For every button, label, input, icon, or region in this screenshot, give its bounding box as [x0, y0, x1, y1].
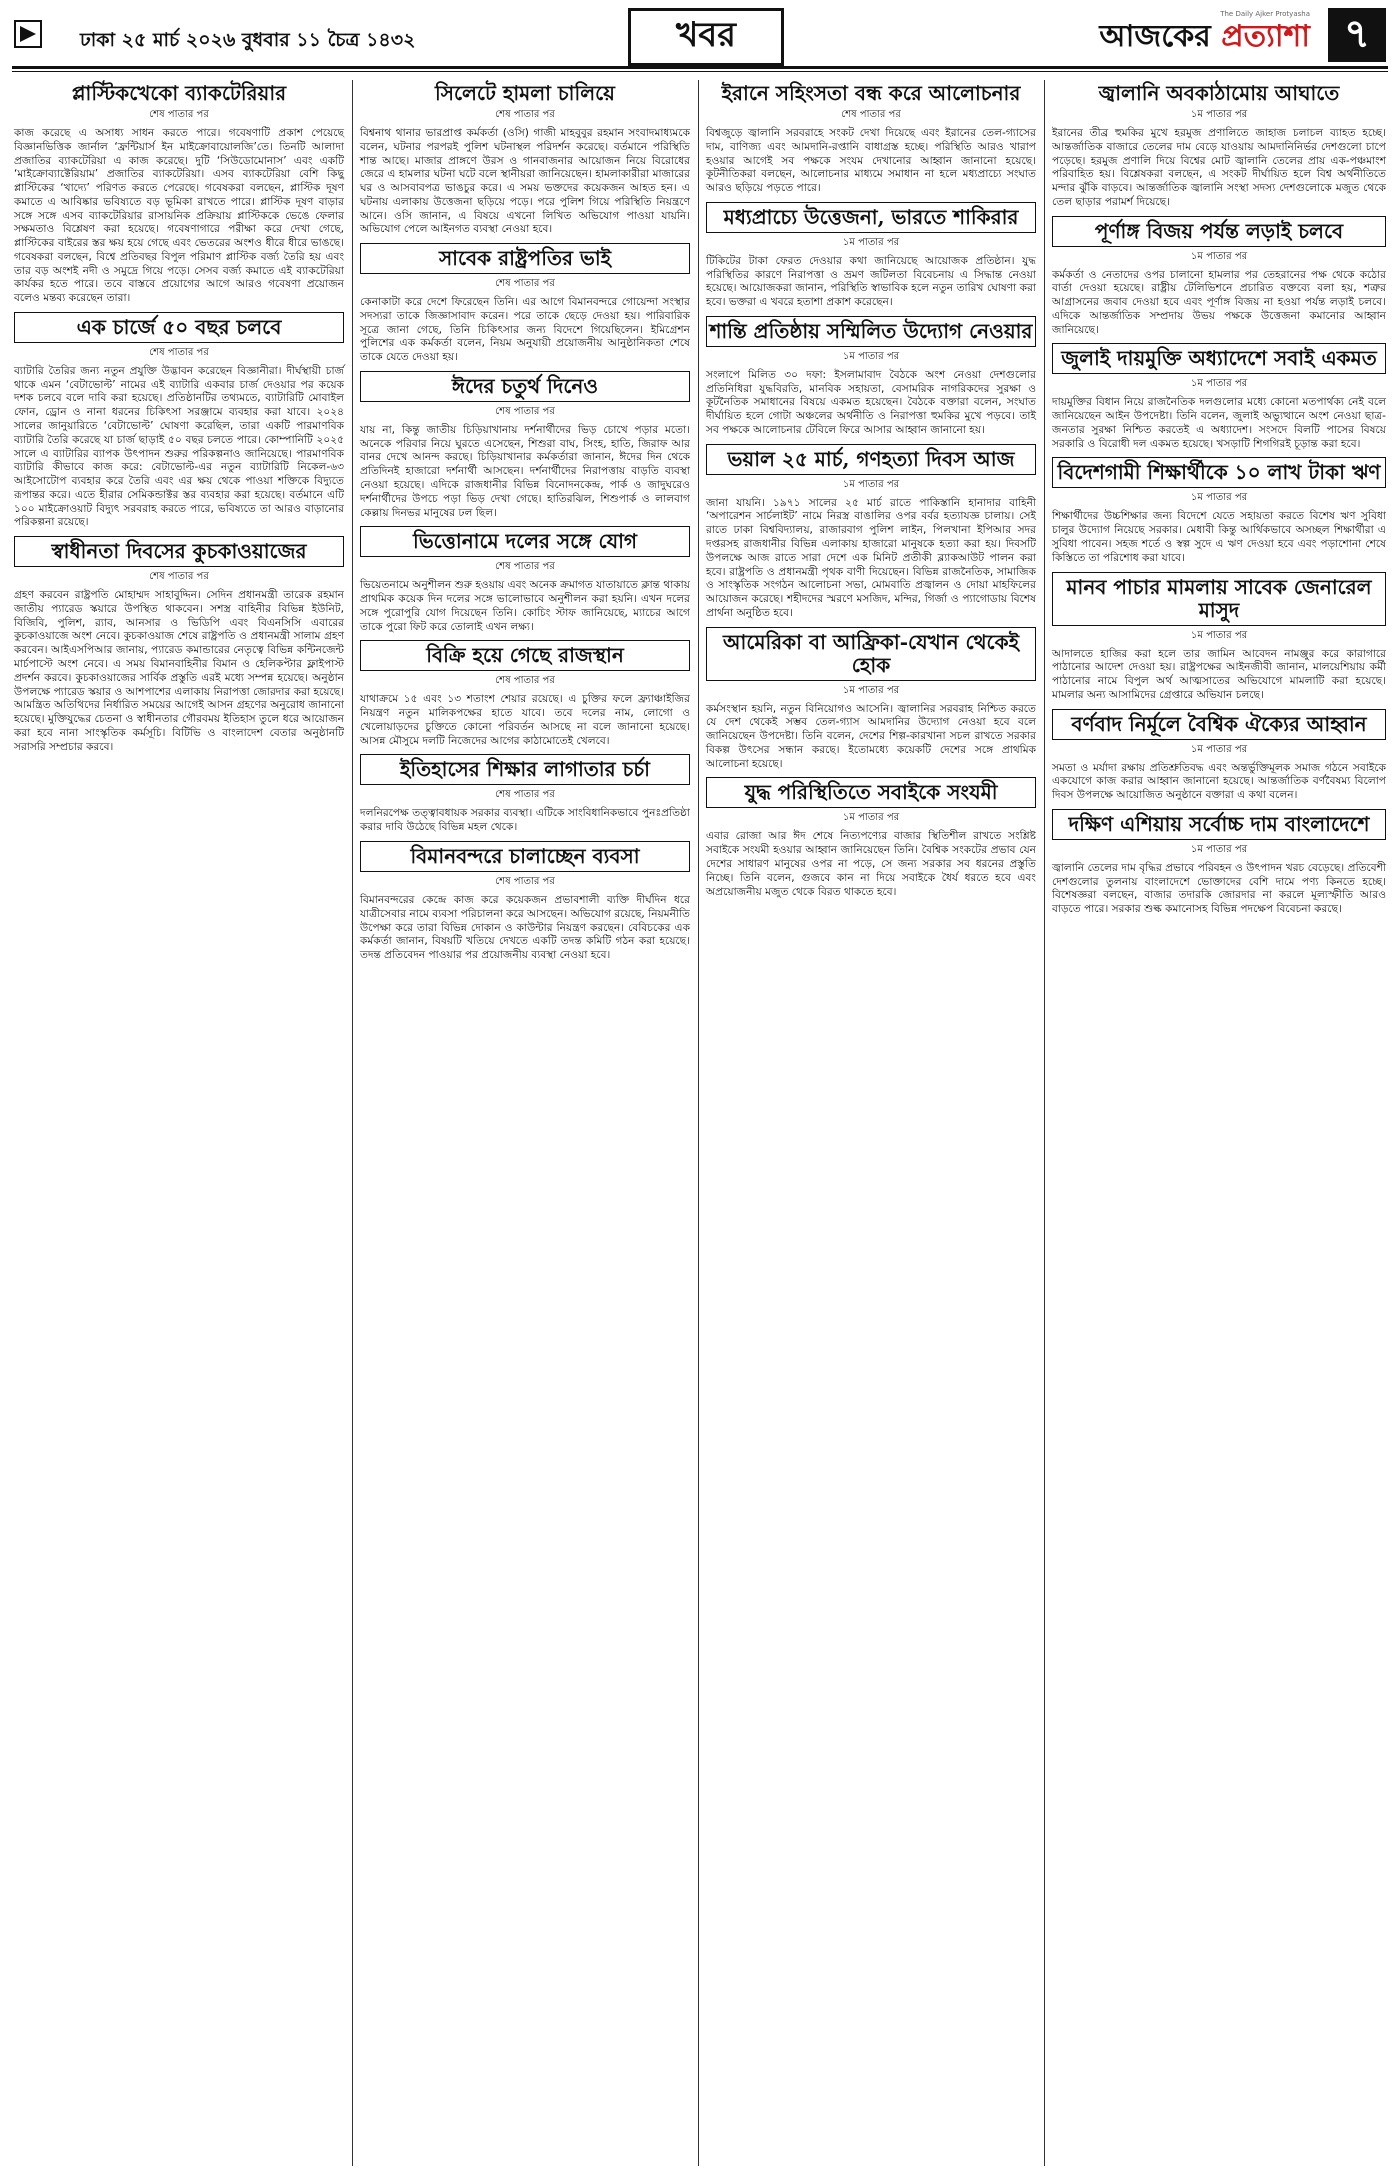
masthead-rule-thin: [12, 71, 1388, 72]
news-story: [14, 312, 344, 530]
story-headline[interactable]: স্বাধীনতা দিবসের কুচকাওয়াজের: [14, 536, 344, 567]
story-body: দলনিরপেক্ষ তত্ত্বাবধায়ক সরকার ব্যবস্থা। এটিকে সাংবিধানিকভাবে পুনঃপ্রতিষ্ঠা করার দাবি উঠেছে বিভিন্ন মহল থেকে।: [360, 807, 690, 834]
news-story: [1052, 809, 1386, 917]
column-4: [1052, 78, 1386, 923]
continuation-note: ১ম পাতার পর: [1190, 843, 1248, 855]
story-headline[interactable]: জুলাই দায়মুক্তি অধ্যাদেশে সবাই একমত: [1052, 343, 1386, 374]
news-story: [360, 640, 690, 748]
continuation-note: শেষ পাতার পর: [495, 278, 555, 290]
story-headline[interactable]: দক্ষিণ এশিয়ায় সর্বোচ্চ দাম বাংলাদেশে: [1052, 809, 1386, 840]
story-body: শিক্ষার্থীদের উচ্চশিক্ষার জন্য বিদেশে যেতে সহায়তা করতে বিশেষ ঋণ সুবিধা চালুর উদ্যোগ নিয়েছে সরকার। মেধাবী কিন্তু আর্থিকভাবে অসচ্ছল শিক্ষার্থীরা এ সুবিধা পাবেন। সহজ শর্তে ও স্বল্প সুদে এ ঋণ দেওয়া হবে এবং পড়াশোনা শেষে কিস্তিতে তা পরিশোধ করা যাবে।: [1052, 510, 1386, 564]
section-title: খবর: [676, 14, 736, 55]
page-number: ৭: [1328, 8, 1386, 62]
story-body: এবার রোজা আর ঈদ শেষে নিত্যপণ্যের বাজার স্থিতিশীল রাখতে সংশ্লিষ্ট সবাইকে সংযমী হওয়ার আহ্বান জানিয়েছেন তিনি। বৈশ্বিক সংকটের প্রভাব যেন দেশের সাধারণ মানুষের ওপর না পড়ে, সে জন্য সরকার সব ধরনের প্রস্তুতি নিচ্ছে। তিনি বলেন, গুজবে কান না দিয়ে সবাইকে ধৈর্য ধরতে হবে এবং অপ্রয়োজনীয় মজুত থেকে বিরত থাকতে হবে।: [706, 830, 1036, 898]
continuation-note: ১ম পাতার পর: [1190, 250, 1248, 262]
news-story: [1052, 216, 1386, 338]
story-headline[interactable]: এক চার্জে ৫০ বছর চলবে: [14, 312, 344, 343]
story-body: বিশ্বজুড়ে জ্বালানি সরবরাহে সংকট দেখা দিয়েছে এবং ইরানের তেল-গ্যাসের দাম, বাণিজ্য এবং আমদানি-রপ্তানি বাধাগ্রস্ত হচ্ছে। পরিস্থিতি আরও খারাপ হওয়ার আগেই সব পক্ষকে সংযম দেখানোর আহ্বান জানানো হয়েছে। কূটনীতিকরা বলছেন, আলোচনার মাধ্যমে সমাধান না হলে মধ্যপ্রাচ্যে সংঘাত আরও ছড়িয়ে পড়তে পারে।: [706, 127, 1036, 195]
story-body: কাজ করেছে এ অসাধ্য সাধন করতে পারে। গবেষণাটি প্রকাশ পেয়েছে বিজ্ঞানভিত্তিক জার্নাল ‘ফ্রন্টিয়ার্স ইন মাইক্রোবায়োলজি’তে। তিনটি আলাদা প্রজাতির ব্যাকটেরিয়া এ কাজ করেছে। দুটি ‘সিউডোমোনাস’ এবং একটি ‘মাইক্রোব্যাক্টেরিয়াম’ প্রজাতির ব্যাকটেরিয়া। এসব ব্যাকটেরিয়া বেশি কিছু প্লাস্টিকের ‘খাদ্যে’ পরিণত করতে পেরেছে। গবেষকরা বলছেন, প্লাস্টিক দূষণ কমাতে এ আবিষ্কার ভবিষ্যতে বড় ভূমিকা রাখতে পারে। প্লাস্টিক দূষণ বাড়ার সঙ্গে সঙ্গে এসব ব্যাকটেরিয়ার রাসায়নিক প্রক্রিয়ায় প্লাস্টিককে ভেঙে ফেলার সক্ষমতাও বিশ্লেষণ করা হয়েছে। গবেষণাগারে পরীক্ষা করে দেখা গেছে, প্লাস্টিকের বাইরের স্তর ক্ষয় হয়ে গেছে এবং ভেতরের অংশও ধীরে ধীরে ভাঙছে। গবেষকরা বলছেন, বিশ্বে প্রতিবছর বিপুল পরিমাণ প্লাস্টিক বর্জ্য তৈরি হয় এবং তার বড় অংশই নদী ও সমুদ্রে গিয়ে পড়ে। সেসব বর্জ্য কমাতে এই ব্যাকটেরিয়া কার্যকর হতে পারে। তবে বাস্তবে প্রয়োগের আগে আরও গবেষণা প্রয়োজন বলেও মন্তব্য করেছেন তারা।: [14, 127, 344, 305]
story-body: কেনাকাটা করে দেশে ফিরেছেন তিনি। এর আগে বিমানবন্দরে গোয়েন্দা সংস্থার সদস্যরা তাকে জিজ্ঞাসাবাদ করেন। পরে তাকে ছেড়ে দেওয়া হয়। পারিবারিক সূত্রে জানা গেছে, তিনি চিকিৎসার জন্য বিদেশে গিয়েছিলেন। ইমিগ্রেশন পুলিশের এক কর্মকর্তা বলেন, নিয়ম অনুযায়ী প্রয়োজনীয় আনুষ্ঠানিকতা শেষে তাকে যেতে দেওয়া হয়।: [360, 296, 690, 364]
story-body: যাথাক্রমে ১৫ এবং ১৩ শতাংশ শেয়ার রয়েছে। এ চুক্তির ফলে ফ্র্যাঞ্চাইজির নিয়ন্ত্রণ নতুন মালিকপক্ষের হাতে যাবে। তবে দলের নাম, লোগো ও খেলোয়াড়দের চুক্তিতে কোনো পরিবর্তন আসছে না বলে জানানো হয়েছে। আসন্ন মৌসুমে দলটি নিজেদের আগের কাঠামোতেই খেলবে।: [360, 693, 690, 747]
brand-accent: প্রত্যাশা: [1221, 19, 1310, 54]
story-headline[interactable]: মধ্যপ্রাচ্যে উত্তেজনা, ভারতে শাকিরার: [706, 202, 1036, 233]
news-story: [1052, 709, 1386, 803]
continuation-note: শেষ পাতার পর: [495, 675, 555, 687]
story-body: বিমানবন্দরের কেন্দ্রে কাজ করে কয়েকজন প্রভাবশালী ব্যক্তি দীর্ঘদিন ধরে যাত্রীসেবার নামে ব্যবসা পরিচালনা করে আসছেন। অভিযোগ রয়েছে, নিয়মনীতি উপেক্ষা করে তারা বিভিন্ন দোকান ও কাউন্টার নিয়ন্ত্রণ করছেন। বেবিচকের এক কর্মকর্তা জানান, বিষয়টি খতিয়ে দেখতে একটি তদন্ত কমিটি গঠন করা হয়েছে। তদন্ত প্রতিবেদন পাওয়ার পর প্রয়োজনীয় ব্যবস্থা নেওয়া হবে।: [360, 893, 690, 962]
news-story: [706, 627, 1036, 772]
continuation-note: শেষ পাতার পর: [495, 561, 555, 573]
story-body: জানা যায়নি। ১৯৭১ সালের ২৫ মার্চ রাতে পাকিস্তানি হানাদার বাহিনী ‘অপারেশন সার্চলাইট’ নামে নিরস্ত্র বাঙালির ওপর বর্বর হত্যাযজ্ঞ চালায়। সেই রাতে ঢাকা বিশ্ববিদ্যালয়, রাজারবাগ পুলিশ লাইন, পিলখানা ইপিআর সদর দপ্তরসহ রাজধানীর বিভিন্ন এলাকায় হাজারো মানুষকে হত্যা করা হয়। দিবসটি উপলক্ষে আজ রাতে সারা দেশে এক মিনিট প্রতীকী ব্ল্যাকআউট পালন করা হবে। রাষ্ট্রপতি ও প্রধানমন্ত্রী পৃথক বাণী দিয়েছেন। বিভিন্ন রাজনৈতিক, সামাজিক ও সাংস্কৃতিক সংগঠন আলোচনা সভা, মোমবাতি প্রজ্বালন ও দোয়া মাহফিলের আয়োজন করেছে। শহীদদের স্মরণে মসজিদ, মন্দির, গির্জা ও প্যাগোডায় বিশেষ প্রার্থনা অনুষ্ঠিত হবে।: [706, 496, 1036, 619]
continuation-note: ১ম পাতার পর: [1190, 109, 1248, 120]
story-headline[interactable]: জ্বালানি অবকাঠামোয় আঘাতে: [1098, 81, 1340, 105]
story-headline[interactable]: যুদ্ধ পরিস্থিতিতে সবাইকে সংযমী: [706, 777, 1036, 808]
news-story: [360, 371, 690, 520]
story-body: দায়মুক্তির বিধান নিয়ে রাজনৈতিক দলগুলোর মধ্যে কোনো মতপার্থক্য নেই বলে জানিয়েছেন আইন উপদেষ্টা। তিনি বলেন, জুলাই অভ্যুত্থানে অংশ নেওয়া ছাত্র-জনতার সুরক্ষা নিশ্চিত করতেই এ অধ্যাদেশ। সংসদে বিলটি পাসের বিষয়ে সরকারি ও বিরোধী দল একমত হয়েছে। খসড়াটি শিগগিরই চূড়ান্ত করা হবে।: [1052, 396, 1386, 450]
continuation-note: শেষ পাতার পর: [495, 875, 555, 887]
news-story: [706, 316, 1036, 438]
news-story: [706, 444, 1036, 621]
story-headline[interactable]: ঈদের চতুর্থ দিনেও: [360, 371, 690, 402]
story-headline[interactable]: আমেরিকা বা আফ্রিকা-যেখান থেকেই হোক: [706, 627, 1036, 681]
story-body: টিকিটের টাকা ফেরত দেওয়ার কথা জানিয়েছে আয়োজক প্রতিষ্ঠান। যুদ্ধ পরিস্থিতির কারণে নিরাপত্তা ও ভ্রমণ জটিলতা বিবেচনায় এ সিদ্ধান্ত নেওয়া হয়েছে। আয়োজকরা জানান, পরিস্থিতি স্বাভাবিক হলে নতুন তারিখ ঘোষণা করা হবে। ভক্তরা এ খবরে হতাশা প্রকাশ করেছেন।: [706, 254, 1036, 309]
news-story: [14, 82, 344, 306]
story-headline[interactable]: বিক্রি হয়ে গেছে রাজস্থান: [360, 640, 690, 671]
continuation-note: ১ম পাতার পর: [842, 350, 900, 362]
page-corner-icon: [14, 20, 42, 48]
news-story: [14, 536, 344, 754]
story-body: কর্মসংস্থান হয়নি, নতুন বিনিয়োগও আসেনি। জ্বালানির সরবরাহ নিশ্চিত করতে যে দেশ থেকেই সম্ভব তেল-গ্যাস আমদানির উদ্যোগ নেওয়া হবে বলে জানিয়েছেন উপদেষ্টা। তিনি বলেন, দেশের শিল্প-কারখানা সচল রাখতে সরকার বিকল্প উৎসের সন্ধান করছে। ইতোমধ্যে কয়েকটি দেশের সঙ্গে প্রাথমিক আলোচনা হয়েছে।: [706, 702, 1036, 770]
news-story: [706, 777, 1036, 899]
continuation-note: ১ম পাতার পর: [842, 812, 900, 824]
story-headline[interactable]: ইতিহাসের শিক্ষার লাগাতার চর্চা: [360, 754, 690, 785]
story-headline[interactable]: বর্ণবাদ নির্মূলে বৈশ্বিক ঐক্যের আহ্বান: [1052, 709, 1386, 740]
column-rule: [698, 80, 699, 2166]
news-story: [1052, 572, 1386, 703]
continuation-note: শেষ পাতার পর: [495, 109, 555, 120]
continuation-note: ১ম পাতার পর: [1190, 378, 1248, 390]
continuation-note: শেষ পাতার পর: [495, 405, 555, 417]
story-headline[interactable]: শান্তি প্রতিষ্ঠায় সম্মিলিত উদ্যোগ নেওয়ার: [706, 316, 1036, 347]
column-2: [360, 78, 690, 969]
column-rule: [1044, 80, 1045, 2166]
story-body: কর্মকর্তা ও নেতাদের ওপর চালানো হামলার পর তেহরানের পক্ষ থেকে কঠোর বার্তা দেওয়া হয়েছে। রাষ্ট্রীয় টেলিভিশনে প্রচারিত বক্তব্যে বলা হয়, শত্রুর আগ্রাসনের জবাব দেওয়া হবে এবং পূর্ণাঙ্গ বিজয় না হওয়া পর্যন্ত লড়াই চলবে। এদিকে আন্তর্জাতিক সম্প্রদায় উভয় পক্ষকে উত্তেজনা কমানোর আহ্বান জানিয়েছে।: [1052, 268, 1386, 336]
story-body: ভিয়েতনামে অনুশীলন শুরু হওয়ায় এবং অনেক ক্রমাগত যাতায়াতে ক্লান্ত থাকায় প্রাথমিক কয়েক দিন দলের সঙ্গে ভালোভাবে অনুশীলন করা হয়নি। এখন দলের সঙ্গে পুরোপুরি যোগ দিয়েছেন তিনি। কোচিং স্টাফ জানিয়েছে, ম্যাচের আগে তাকে পুরো ফিট করে তোলাই এখন লক্ষ্য।: [360, 579, 690, 633]
column-rule: [352, 80, 353, 2166]
story-body: সংলাপে মিলিত ৩০ দফা: ইসলামাবাদ বৈঠকে অংশ নেওয়া দেশগুলোর প্রতিনিধিরা যুদ্ধবিরতি, মানবিক সহায়তা, বেসামরিক নাগরিকদের সুরক্ষা ও কূটনৈতিক সমাধানের বিষয়ে একমত হয়েছেন। বৈঠকে বক্তারা বলেন, সংঘাত দীর্ঘায়িত হলে গোটা অঞ্চলের অর্থনীতি ও নিরাপত্তা হুমকির মুখে পড়বে। তাই সব পক্ষকে আলোচনার টেবিলে ফিরে আসার আহ্বান জানানো হয়।: [706, 368, 1036, 436]
news-story: [1052, 457, 1386, 565]
story-headline[interactable]: মানব পাচার মামলায় সাবেক জেনারেল মাসুদ: [1052, 572, 1386, 626]
news-story: [360, 841, 690, 963]
story-body: যায় না, কিন্তু জাতীয় চিড়িয়াখানায় দর্শনার্থীদের ভিড় চোখে পড়ার মতো। অনেকে পরিবার নিয়ে ঘুরতে এসেছেন, শিশুরা বাঘ, সিংহ, হাতি, জিরাফ আর বানর দেখে আনন্দ করছে। চিড়িয়াখানার কর্মকর্তারা জানান, ঈদের দিন থেকে প্রতিদিনই হাজারো দর্শনার্থী আসছেন। দর্শনার্থীদের নিরাপত্তায় বাড়তি ব্যবস্থা নেওয়া হয়েছে। এদিকে রাজধানীর বিভিন্ন বিনোদনকেন্দ্র, পার্ক ও জাদুঘরেও দর্শনার্থীদের উপচে পড়া ভিড় দেখা গেছে। হাতিরঝিল, শিশুপার্ক ও লালবাগ কেল্লায় দিনভর মানুষের ঢল ছিল।: [360, 423, 690, 519]
masthead-rule: [12, 66, 1388, 69]
news-story: [360, 526, 690, 634]
news-story: [706, 202, 1036, 310]
news-story: [360, 754, 690, 835]
continuation-note: শেষ পাতার পর: [149, 346, 209, 358]
continuation-note: ১ম পাতার পর: [1190, 492, 1248, 504]
story-body: ব্যাটারি তৈরির জন্য নতুন প্রযুক্তি উদ্ভাবন করেছেন বিজ্ঞানীরা। দীর্ঘস্থায়ী চার্জ থাকে এমন ‘বেটাভোল্ট’ নামের এই ব্যাটারি একবার চার্জ দেওয়ার পর কয়েক দশক চলবে বলে দাবি করা হয়েছে। প্রতিষ্ঠানটির তথ্যমতে, ব্যাটারিটি মোবাইল ফোন, ড্রোন ও নানা ধরনের চিকিৎসা সরঞ্জামে ব্যবহার করা যাবে। ২০২৪ সালের জানুয়ারিতে ‘বেটাভোল্ট’ ঘোষণা করেছিল, তারা একটি পারমাণবিক ব্যাটারি তৈরি করেছে যা চার্জ ছাড়াই ৫০ বছর চলতে পারে। কোম্পানিটি ২০২৫ সালে এ ব্যাটারির ব্যাপক উৎপাদন শুরুর পরিকল্পনাও জানিয়েছে। পারমাণবিক ব্যাটারি কীভাবে কাজ করে: বেটাভোল্ট-এর নতুন ব্যাটারিটি নিকেল-৬৩ আইসোটোপ ব্যবহার করে তৈরি এবং এর ক্ষয় থেকে পাওয়া শক্তিকে বিদ্যুতে রূপান্তর করে। এতে হীরার সেমিকন্ডাক্টর স্তর ব্যবহার করা হয়েছে। বর্তমানে এটি ১০০ মাইক্রোওয়াট বিদ্যুৎ সরবরাহ করতে পারে, ভবিষ্যতে তা আরও বাড়ানোর পরিকল্পনা রয়েছে।: [14, 364, 344, 529]
continuation-note: শেষ পাতার পর: [149, 571, 209, 583]
dateline: ঢাকা ২৫ মার্চ ২০২৬ বুধবার ১১ চৈত্র ১৪৩২: [80, 29, 416, 51]
news-story: [1052, 343, 1386, 451]
continuation-note: ১ম পাতার পর: [1190, 743, 1248, 755]
continuation-note: ১ম পাতার পর: [1190, 629, 1248, 641]
column-1: [14, 78, 344, 760]
story-body: বিশ্বনাথ থানার ভারপ্রাপ্ত কর্মকর্তা (ওসি) গাজী মাহবুবুর রহমান সংবাদমাধ্যমকে বলেন, ঘটনার পরপরই পুলিশ ঘটনাস্থল পরিদর্শন করেছে। বর্তমানে পরিস্থিতি শান্ত আছে। মাজার প্রাঙ্গণে উরস ও গানবাজনার আয়োজন নিয়ে বিরোধের জেরে এ হামলার ঘটনা ঘটে বলে স্থানীয়রা জানিয়েছেন। হামলাকারীরা মাজারের ঘর ও আসবাবপত্র ভাঙচুর করে। এ সময় ভক্তদের কয়েকজন আহত হন। এ ঘটনায় এলাকায় উত্তেজনা ছড়িয়ে পড়ে। পরে পুলিশ গিয়ে পরিস্থিতি নিয়ন্ত্রণে আনে। ওসি জানান, এ বিষয়ে এখনো লিখিত অভিযোগ পাওয়া যায়নি। অভিযোগ পেলে আইনগত ব্যবস্থা নেওয়া হবে।: [360, 127, 690, 236]
news-story: [360, 82, 690, 237]
continuation-note: শেষ পাতার পর: [841, 109, 901, 120]
story-body: সমতা ও মর্যাদা রক্ষায় প্রতিশ্রুতিবদ্ধ এবং অন্তর্ভুক্তিমূলক সমাজ গঠনে সবাইকে একযোগে কাজ করার আহ্বান জানানো হয়েছে। আন্তর্জাতিক বর্ণবৈষম্য বিলোপ দিবস উপলক্ষে আয়োজিত অনুষ্ঠানে বক্তারা এ কথা বলেন।: [1052, 761, 1386, 802]
continuation-note: শেষ পাতার পর: [149, 109, 209, 120]
continuation-note: ১ম পাতার পর: [842, 478, 900, 490]
news-story: [1052, 82, 1386, 210]
story-headline[interactable]: প্লাস্টিকখেকো ব্যাকটেরিয়ার: [71, 81, 287, 105]
story-headline[interactable]: ইরানে সহিংসতা বন্ধ করে আলোচনার: [721, 81, 1021, 105]
story-headline[interactable]: ভিত্তোনামে দলের সঙ্গে যোগ: [360, 526, 690, 557]
story-body: ইরানের তীব্র হুমকির মুখে হরমুজ প্রণালিতে জাহাজ চলাচল ব্যাহত হচ্ছে। আন্তর্জাতিক বাজারে তেলের দাম বেড়ে যাওয়ায় আমদানিনির্ভর দেশগুলো চাপে পড়েছে। হরমুজ প্রণালি দিয়ে বিশ্বের মোট জ্বালানি তেলের প্রায় এক-পঞ্চমাংশ পরিবাহিত হয়। বিশ্লেষকরা বলছেন, এ সংকট দীর্ঘায়িত হলে বিশ্ব অর্থনীতিতে মন্দার ঝুঁকি বাড়বে। আন্তর্জাতিক জ্বালানি সংস্থা সদস্য দেশগুলোকে মজুত থেকে তেল ছাড়ার পরামর্শ দিয়েছে।: [1052, 127, 1386, 208]
story-headline[interactable]: ভয়াল ২৫ মার্চ, গণহত্যা দিবস আজ: [706, 444, 1036, 475]
story-body: গ্রহণ করবেন রাষ্ট্রপতি মোহাম্মদ সাহাবুদ্দিন। সেদিন প্রধানমন্ত্রী তারেক রহমান জাতীয় প্যারেড স্কয়ারে উপস্থিত থাকবেন। সশস্ত্র বাহিনীর বিভিন্ন ইউনিট, বিজিবি, পুলিশ, র‍্যাব, আনসার ও ভিডিপি এবং বিএনসিসি এবারের কুচকাওয়াজে অংশ নেবে। কুচকাওয়াজ শেষে রাষ্ট্রপতি ও প্রধানমন্ত্রী সালাম গ্রহণ করবেন। আইএসপিআর জানায়, প্যারেড কমান্ডারের নেতৃত্বে বিভিন্ন কন্টিনজেন্ট মার্চপাস্টে অংশ নেবে। এ সময় বিমানবাহিনীর বিমান ও হেলিকপ্টার ফ্লাইপাস্ট প্রদর্শন করবে। কুচকাওয়াজের সার্বিক প্রস্তুতি এরই মধ্যে সম্পন্ন হয়েছে। অনুষ্ঠান উপলক্ষে প্যারেড স্কয়ার ও আশপাশের এলাকায় নিরাপত্তা জোরদার করা হয়েছে। আমন্ত্রিত অতিথিদের নির্ধারিত সময়ের আগেই আসন গ্রহণের অনুরোধ জানানো হয়েছে। মুক্তিযুদ্ধের চেতনা ও স্বাধীনতার গৌরবময় ইতিহাস তুলে ধরে আয়োজন করা হবে নানা সাংস্কৃতিক কর্মসূচি। বিটিভি ও বাংলাদেশ বেতার অনুষ্ঠানটি সরাসরি সম্প্রচার করবে।: [14, 589, 344, 753]
story-headline[interactable]: বিদেশগামী শিক্ষার্থীকে ১০ লাখ টাকা ঋণ: [1052, 457, 1386, 488]
story-body: আদালতে হাজির করা হলে তার জামিন আবেদন নামঞ্জুর করে কারাগারে পাঠানোর আদেশ দেওয়া হয়। রাষ্ট্রপক্ষের আইনজীবী জানান, মালয়েশিয়ায় কর্মী পাঠানোর নামে বিপুল অর্থ আত্মসাতের অভিযোগে মামলাটি করা হয়েছে। মামলার অন্য আসামিদের গ্রেপ্তারে অভিযান চলছে।: [1052, 647, 1386, 701]
masthead: [0, 0, 1400, 68]
story-body: জ্বালানি তেলের দাম বৃদ্ধির প্রভাবে পরিবহন ও উৎপাদন খরচ বেড়েছে। প্রতিবেশী দেশগুলোর তুলনায় বাংলাদেশে ভোক্তাদের বেশি দামে পণ্য কিনতে হচ্ছে। বিশেষজ্ঞরা বলছেন, বাজার তদারকি জোরদার না করলে মূল্যস্ফীতি আরও বাড়তে পারে। সরকার শুল্ক কমানোসহ বিভিন্ন পদক্ষেপ বিবেচনা করছে।: [1052, 861, 1386, 916]
newspaper-logo: [1099, 12, 1310, 63]
continuation-note: শেষ পাতার পর: [495, 789, 555, 801]
continuation-note: ১ম পাতার পর: [842, 236, 900, 248]
column-3: [706, 78, 1036, 905]
story-headline[interactable]: বিমানবন্দরে চালাচ্ছেন ব্যবসা: [360, 841, 690, 872]
brand-tagline: The Daily Ajker Protyasha: [1220, 10, 1310, 18]
news-story: [360, 243, 690, 365]
section-label-box: [628, 8, 784, 66]
continuation-note: ১ম পাতার পর: [842, 684, 900, 696]
news-story: [706, 82, 1036, 196]
story-headline[interactable]: পূর্ণাঙ্গ বিজয় পর্যন্ত লড়াই চলবে: [1052, 216, 1386, 247]
story-headline[interactable]: সিলেটে হামলা চালিয়ে: [435, 81, 615, 105]
brand-prefix: আজকের: [1099, 19, 1211, 54]
story-headline[interactable]: সাবেক রাষ্ট্রপতির ভাই: [360, 243, 690, 274]
